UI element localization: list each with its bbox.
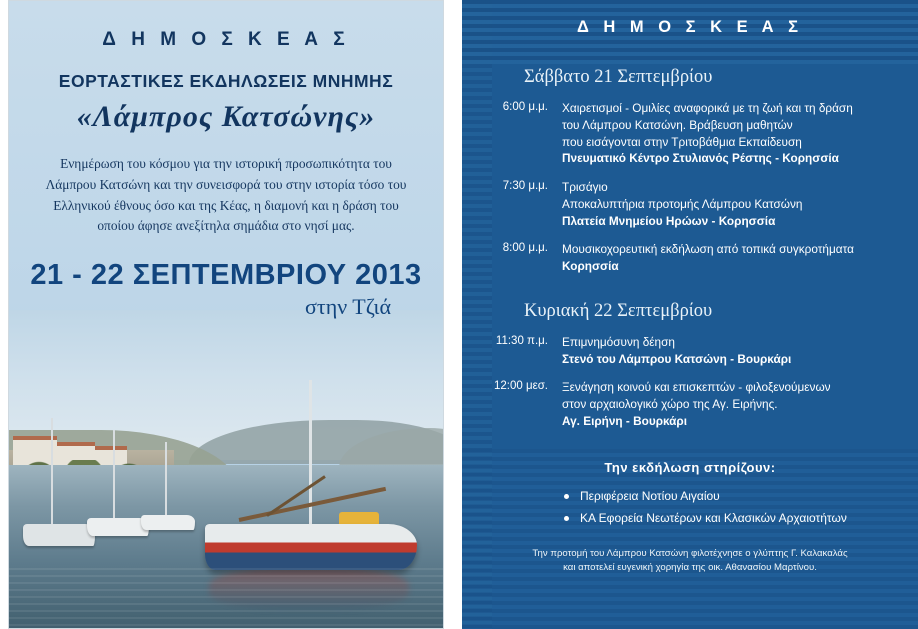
event-item: [484, 100, 896, 167]
credits-line-1: Την προτομή του Λάμπρου Κατσώνη φιλοτέχνησε ο γλύπτης Γ. Καλακαλάς: [532, 547, 848, 559]
day-heading-sunday: Κυριακή 22 Σεπτεμβρίου: [524, 300, 713, 321]
credits-footnote: [484, 547, 896, 576]
supporter-label: ΚΑ Εφορεία Νεωτέρων και Κλασικών Αρχαιοτήτων: [580, 510, 847, 525]
event-details: [562, 379, 831, 429]
event-poster: [8, 0, 444, 629]
event-line: του Λάμπρου Κατσώνη. Βράβευση μαθητών: [562, 117, 793, 132]
supporter-item: [580, 511, 896, 525]
poster-honouree-name: «Λάμπρος Κατσώνης»: [76, 100, 376, 133]
event-time: 11:30 π.μ.: [495, 334, 548, 347]
poster-text-block: [9, 29, 443, 320]
event-venue: Αγ. Ειρήνη - Βουρκάρι: [562, 413, 688, 428]
event-venue: Πνευματικό Κέντρο Στυλιανός Ρέστης - Κορησσία: [562, 151, 839, 166]
day-heading-saturday: Σάββατο 21 Σεπτεμβρίου: [524, 67, 713, 87]
event-details: [562, 179, 802, 229]
bullet-icon: [564, 494, 569, 499]
poster-subtitle: ΕΟΡΤΑΣΤΙΚΕΣ ΕΚΔΗΛΩΣΕΙΣ ΜΝΗΜΗΣ: [58, 71, 394, 91]
supporters-title: Την εκδήλωση στηρίζουν:: [604, 459, 776, 475]
event-venue: Πλατεία Μνημείου Ηρώων - Κορησσία: [562, 213, 776, 228]
event-line: Μουσικοχορευτική εκδήλωση από τοπικά συγκροτήματα: [562, 242, 854, 257]
event-item: [484, 379, 896, 429]
event-item: [484, 241, 896, 275]
event-time: 8:00 μ.μ.: [502, 242, 548, 255]
water-ripples: [9, 568, 443, 628]
supporter-label: Περιφέρεια Νοτίου Αιγαίου: [580, 488, 720, 503]
sailboat-mast: [51, 418, 53, 526]
sailboat-mast: [165, 442, 167, 516]
event-venue: Στενό του Λάμπρου Κατσώνη - Βουρκάρι: [562, 351, 792, 366]
poster-description: Ενημέρωση του κόσμου για την ιστορική προσωπικότητα του Λάμπρου Κατσώνη και την συνεισφορά του στην ιστορία τόσο του Ελληνικού έθνους όσο και της Κέας, η διαμονή και η δράση του οποίου άφησε ανεξίτηλα σημάδια στο νησί μας.: [45, 156, 407, 234]
moored-boat: [23, 524, 95, 546]
caique-mast: [309, 380, 312, 530]
poster-dates: 21 - 22 ΣΕΠΤΕΜΒΡΙΟΥ 2013: [30, 259, 422, 292]
event-time: 6:00 μ.μ.: [502, 101, 548, 113]
event-details: [562, 100, 853, 167]
poster-municipality-title: Δ Η Μ Ο Σ Κ Ε Α Σ: [102, 29, 350, 50]
harbour-photograph: [9, 310, 443, 628]
bullet-icon: [564, 516, 569, 521]
program-panel: [462, 0, 918, 629]
supporters-list: [484, 489, 896, 525]
program-title: Δ Η Μ Ο Σ Κ Ε Α Σ: [576, 18, 804, 36]
event-time: 7:30 μ.μ.: [502, 180, 548, 192]
event-time: 12:00 μεσ.: [493, 380, 548, 393]
sailboat-mast: [113, 430, 115, 520]
event-details: [562, 241, 854, 275]
event-line: Τρισάγιο: [562, 180, 608, 194]
moored-boat: [87, 518, 149, 536]
event-item: [484, 334, 896, 368]
event-line: Αποκαλυπτήρια προτομής Λάμπρου Κατσώνη: [562, 196, 803, 211]
traditional-caique-boat: [205, 524, 417, 570]
event-line: στον αρχαιολογικό χώρο της Αγ. Ειρήνης.: [562, 397, 778, 411]
moored-boat: [141, 515, 195, 530]
events-list-sunday: [484, 334, 896, 430]
events-list-saturday: [484, 100, 896, 275]
event-venue: Κορησσία: [562, 259, 619, 273]
event-line: που εισάγονται στην Τριτοβάθμια Εκπαίδευση: [562, 134, 802, 149]
event-line: Χαιρετισμοί - Ομιλίες αναφορικά με τη ζωή και τη δράση: [562, 101, 853, 115]
poster-location: στην Τζιά: [305, 294, 391, 320]
event-details: [562, 334, 791, 368]
event-line: Επιμνημόσυνη δέηση: [562, 334, 675, 349]
credits-line-2: και αποτελεί ευγενική χορηγία της οικ. Αθανασίου Μαρτίνου.: [563, 561, 817, 573]
event-line: Ξενάγηση κοινού και επισκεπτών - φιλοξενούμενων: [562, 380, 831, 395]
event-item: [484, 179, 896, 229]
supporter-item: [580, 489, 896, 503]
program-content: [462, 18, 918, 575]
